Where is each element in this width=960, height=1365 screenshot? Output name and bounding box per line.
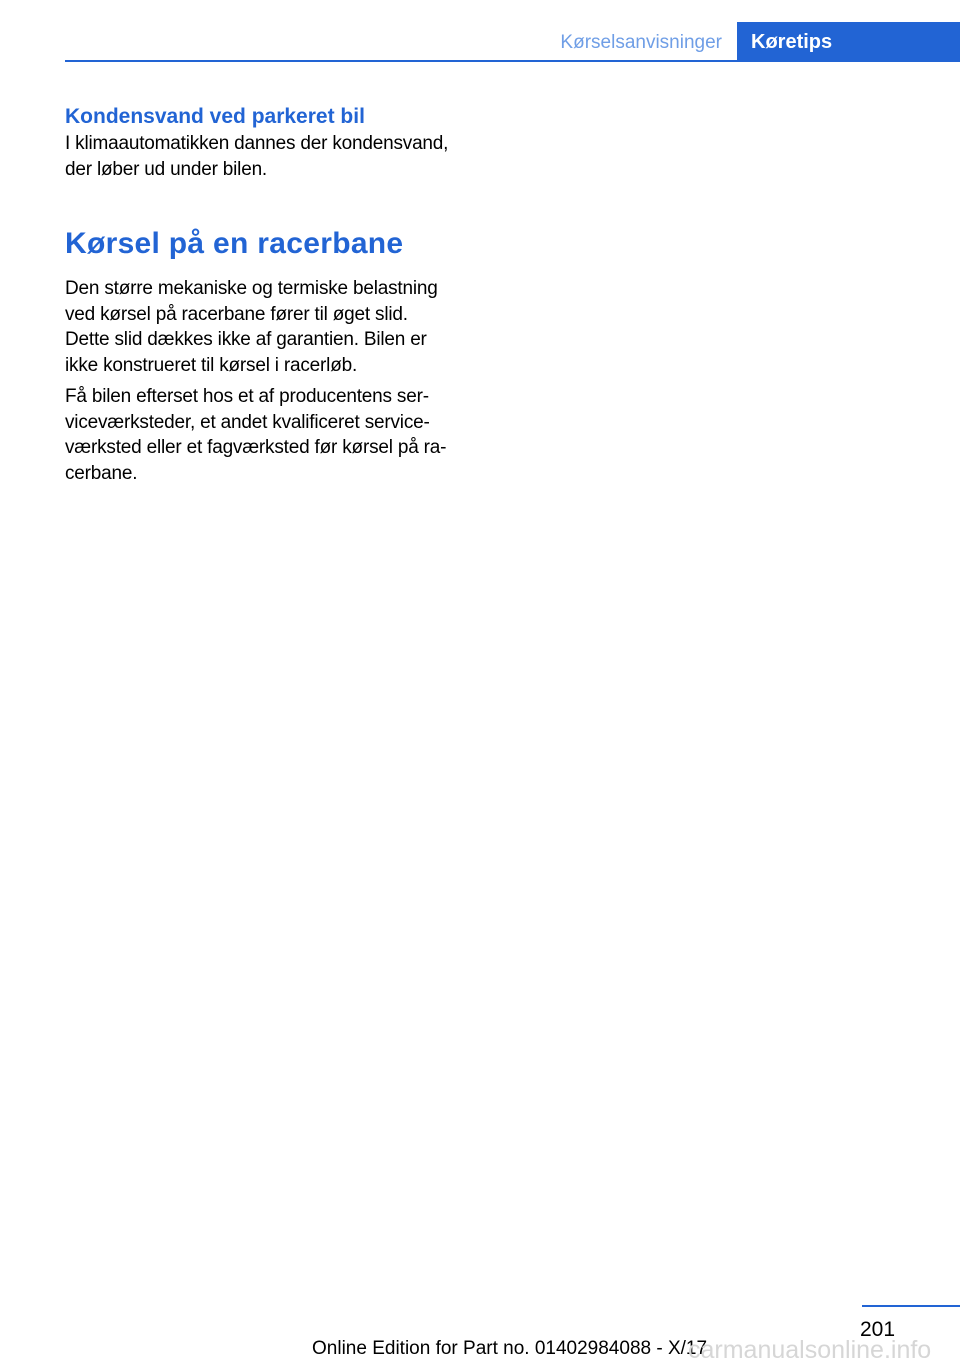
paragraph-line: der løber ud under bilen. <box>65 158 268 180</box>
page-content <box>65 103 480 492</box>
header-rule <box>65 60 960 62</box>
heading-racetrack: Kørsel på en racerbane <box>65 227 404 260</box>
paragraph-line: ved kørsel på racerbane fører til øget slid. <box>65 303 408 325</box>
paragraph-line: Dette slid dækkes ikke af garantien. Bilen er <box>65 329 427 350</box>
paragraph-line: cerbane. <box>65 462 138 484</box>
footer-rule <box>862 1305 960 1307</box>
paragraph-line: Få bilen efterset hos et af producentens ser‐ <box>65 386 429 407</box>
subheading-condensation: Kondensvand ved parkeret bil <box>65 105 365 128</box>
paragraph-racetrack-wear <box>65 276 480 378</box>
header-chapter-tab: Køretips <box>737 22 960 62</box>
paragraph-line: viceværksteder, et andet kvalificeret service‐ <box>65 411 430 433</box>
page-number: 201 <box>860 1318 896 1341</box>
header-section-title: Kørselsanvisninger <box>560 32 722 53</box>
page-header <box>0 0 960 62</box>
edition-note: Online Edition for Part no. 01402984088 - X/17 <box>312 1338 708 1359</box>
paragraph-line: værksted eller et fagværksted før kørsel på ra‐ <box>65 437 447 458</box>
watermark: carmanualsonline.info <box>688 1336 932 1364</box>
paragraph-condensation <box>65 131 480 182</box>
paragraph-line: I klimaautomatikken dannes der kondensvand, <box>65 133 449 154</box>
paragraph-line: ikke konstrueret til kørsel i racerløb. <box>65 354 358 376</box>
paragraph-racetrack-service <box>65 384 480 486</box>
paragraph-line: Den større mekaniske og termiske belastning <box>65 278 438 299</box>
